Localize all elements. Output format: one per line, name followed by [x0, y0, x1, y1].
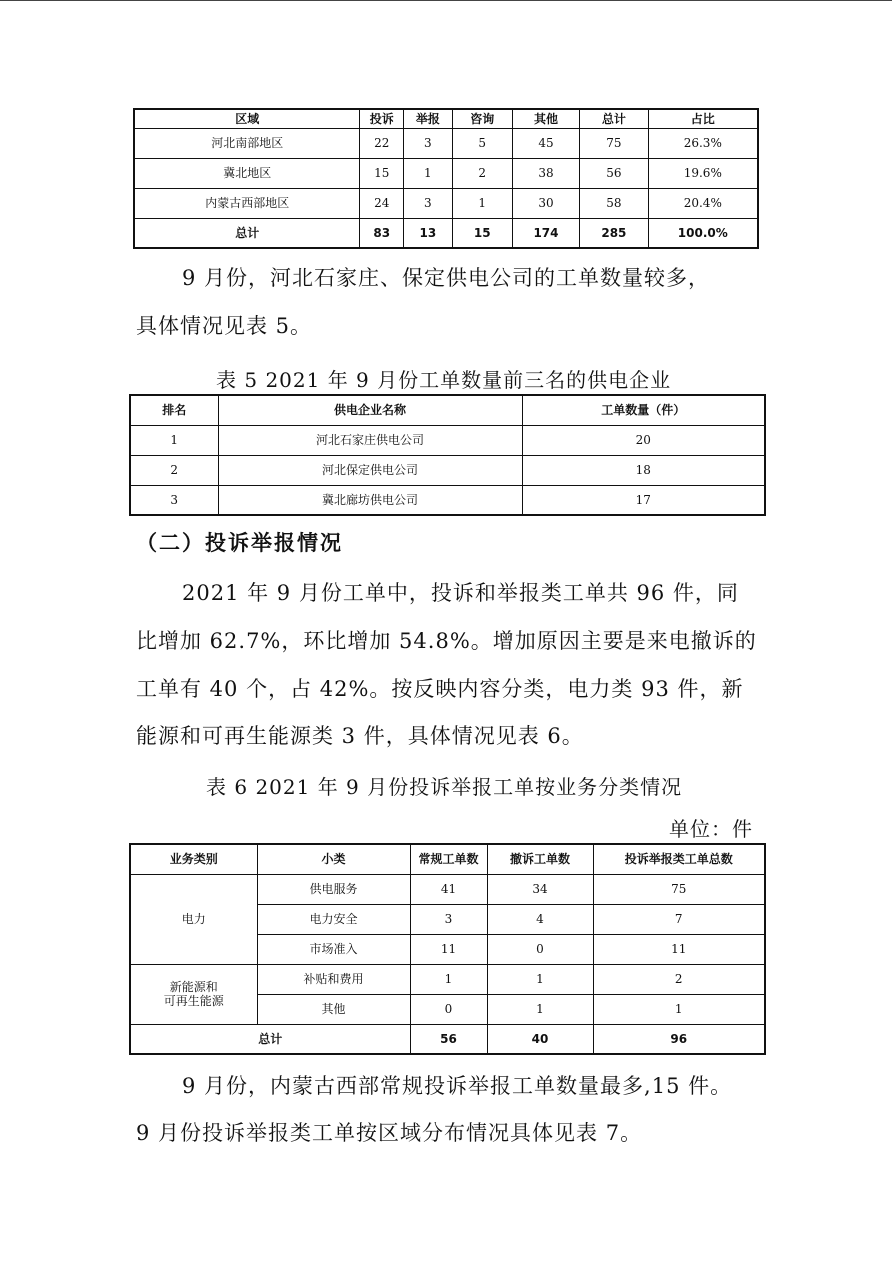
- table-cell: 其他: [257, 994, 410, 1024]
- table-cell: 20.4%: [648, 188, 758, 218]
- table-cell: 河北保定供电公司: [218, 455, 522, 485]
- col-header: 小类: [257, 844, 410, 874]
- table-row: [130, 485, 765, 515]
- table-row: [130, 455, 765, 485]
- table-cell: 1: [487, 994, 593, 1024]
- table-cell: 41: [410, 874, 487, 904]
- table-cell: 13: [403, 218, 452, 248]
- table-cell: 34: [487, 874, 593, 904]
- table-cell: 1: [410, 964, 487, 994]
- col-header: 占比: [648, 109, 758, 128]
- table-cell: 15: [452, 218, 512, 248]
- paragraph-line: 9 月份，内蒙古西部常规投诉举报工单数量最多,15 件。: [182, 1074, 733, 1098]
- table-cell: 11: [593, 934, 765, 964]
- table-cell: 11: [410, 934, 487, 964]
- table-cell: 市场准入: [257, 934, 410, 964]
- paragraph-line: 比增加 62.7%，环比增加 54.8%。增加原因主要是来电撤诉的: [136, 629, 757, 653]
- category-line: 可再生能源: [163, 994, 224, 1008]
- paragraph-line: 工单有 40 个，占 42%。按反映内容分类，电力类 93 件，新: [136, 677, 744, 701]
- col-header: 常规工单数: [410, 844, 487, 874]
- table-row: [134, 158, 758, 188]
- category-cell: 电力: [130, 874, 257, 964]
- table-header-row: [130, 395, 765, 425]
- table-cell: 40: [487, 1024, 593, 1054]
- business-category-table: [129, 843, 766, 1055]
- table-cell: 83: [360, 218, 404, 248]
- top-companies-table: [129, 394, 766, 516]
- table-cell: 75: [593, 874, 765, 904]
- table-cell: 1: [452, 188, 512, 218]
- table-cell: 96: [593, 1024, 765, 1054]
- table-cell: 1: [403, 158, 452, 188]
- paragraph-line: 具体情况见表 5。: [136, 314, 313, 338]
- table-cell: 24: [360, 188, 404, 218]
- paragraph-line: 9 月份投诉举报类工单按区域分布情况具体见表 7。: [136, 1121, 643, 1145]
- table-cell: 2: [593, 964, 765, 994]
- table-cell: 0: [410, 994, 487, 1024]
- col-header: 投诉举报类工单总数: [593, 844, 765, 874]
- table-cell: 56: [580, 158, 648, 188]
- paragraph-line: 能源和可再生能源类 3 件，具体情况见表 6。: [136, 724, 584, 748]
- col-header: 排名: [130, 395, 218, 425]
- table-cell: 58: [580, 188, 648, 218]
- table-cell: 38: [512, 158, 579, 188]
- table-cell: 总计: [134, 218, 360, 248]
- table-cell: 18: [522, 455, 765, 485]
- col-header: 其他: [512, 109, 579, 128]
- col-header: 咨询: [452, 109, 512, 128]
- table-cell: 河北南部地区: [134, 128, 360, 158]
- table-cell: 7: [593, 904, 765, 934]
- table-cell: 30: [512, 188, 579, 218]
- table-cell: 4: [487, 904, 593, 934]
- col-header: 区域: [134, 109, 360, 128]
- page-top-border: [0, 0, 892, 1]
- table-cell: 75: [580, 128, 648, 158]
- col-header: 工单数量（件）: [522, 395, 765, 425]
- category-line: 新能源和: [169, 979, 218, 994]
- table-cell: 2: [452, 158, 512, 188]
- table-cell: 3: [403, 188, 452, 218]
- table-cell: 22: [360, 128, 404, 158]
- table-cell: 174: [512, 218, 579, 248]
- table-cell: 17: [522, 485, 765, 515]
- table-cell: 3: [410, 904, 487, 934]
- table-cell: 2: [130, 455, 218, 485]
- table-cell: 冀北地区: [134, 158, 360, 188]
- col-header: 总计: [580, 109, 648, 128]
- paragraph-line: 2021 年 9 月份工单中，投诉和举报类工单共 96 件，同: [182, 581, 739, 605]
- category-cell: [130, 964, 257, 1024]
- table-row: [130, 874, 765, 904]
- table-cell: 1: [593, 994, 765, 1024]
- table-row: [134, 188, 758, 218]
- table-header-row: [130, 844, 765, 874]
- col-header: 举报: [403, 109, 452, 128]
- table-caption: 表 5 2021 年 9 月份工单数量前三名的供电企业: [216, 368, 672, 392]
- table-cell: 内蒙古西部地区: [134, 188, 360, 218]
- table-caption: 表 6 2021 年 9 月份投诉举报工单按业务分类情况: [206, 775, 683, 799]
- section-heading: （二）投诉举报情况: [136, 531, 343, 555]
- paragraph-line: 9 月份，河北石家庄、保定供电公司的工单数量较多，: [182, 266, 711, 290]
- region-table: [133, 108, 759, 249]
- table-cell: 电力安全: [257, 904, 410, 934]
- table-cell: 1: [487, 964, 593, 994]
- table-total-row: [130, 1024, 765, 1054]
- unit-label: 单位：件: [669, 817, 753, 841]
- table-cell: 100.0%: [648, 218, 758, 248]
- table-cell: 补贴和费用: [257, 964, 410, 994]
- table-cell: 供电服务: [257, 874, 410, 904]
- table-cell: 20: [522, 425, 765, 455]
- table-cell: 冀北廊坊供电公司: [218, 485, 522, 515]
- table-cell: 45: [512, 128, 579, 158]
- table-cell: 河北石家庄供电公司: [218, 425, 522, 455]
- table-cell: 总计: [130, 1024, 410, 1054]
- table-cell: 285: [580, 218, 648, 248]
- table-header-row: [134, 109, 758, 128]
- table-cell: 3: [130, 485, 218, 515]
- table-row: [134, 128, 758, 158]
- table-row: [130, 964, 765, 994]
- table-cell: 19.6%: [648, 158, 758, 188]
- col-header: 投诉: [360, 109, 404, 128]
- table-cell: 5: [452, 128, 512, 158]
- col-header: 供电企业名称: [218, 395, 522, 425]
- table-row: [130, 425, 765, 455]
- col-header: 业务类别: [130, 844, 257, 874]
- table-cell: 56: [410, 1024, 487, 1054]
- table-cell: 0: [487, 934, 593, 964]
- table-cell: 15: [360, 158, 404, 188]
- table-cell: 26.3%: [648, 128, 758, 158]
- table-cell: 1: [130, 425, 218, 455]
- table-total-row: [134, 218, 758, 248]
- table-cell: 3: [403, 128, 452, 158]
- col-header: 撤诉工单数: [487, 844, 593, 874]
